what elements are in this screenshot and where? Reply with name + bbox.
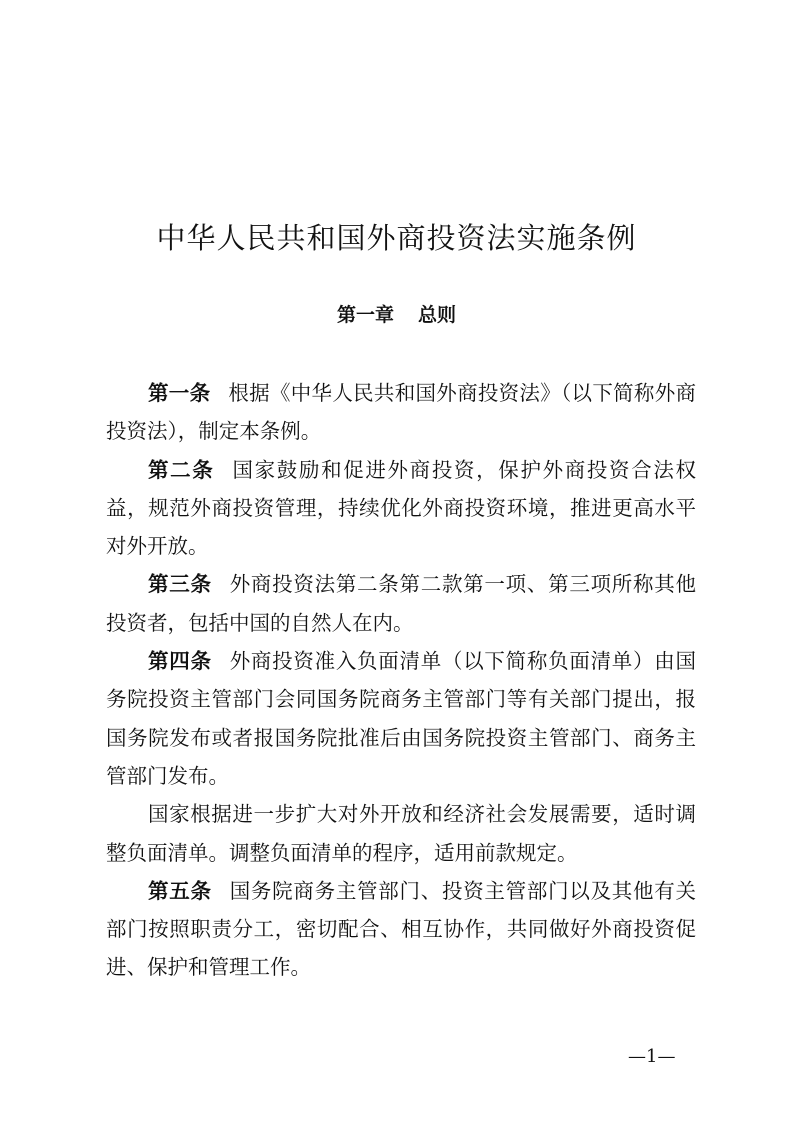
article-label: 第二条 [148, 457, 215, 482]
article-paragraph [106, 795, 696, 872]
article-paragraph [106, 565, 696, 642]
article-paragraph [106, 642, 696, 795]
article-text: 外商投资准入负面清单（以下简称负面清单）由国务院投资主管部门会同国务院商务主管部门等有关部门提出，报国务院发布或者报国务院批准后由国务院投资主管部门、商务主管部门发布。 [106, 649, 696, 788]
document-title: 中华人民共和国外商投资法实施条例 [156, 221, 637, 255]
chapter-number: 第一章 [336, 304, 394, 326]
chapter-name: 总则 [418, 304, 457, 326]
article-text: 国家根据进一步扩大对外开放和经济社会发展需要，适时调整负面清单。调整负面清单的程序，适用前款规定。 [106, 802, 696, 865]
article-text: 外商投资法第二条第二款第一项、第三项所称其他投资者，包括中国的自然人在内。 [106, 572, 696, 635]
article-text: 国务院商务主管部门、投资主管部门以及其他有关部门按照职责分工，密切配合、相互协作，共同做好外商投资促进、保护和管理工作。 [106, 878, 696, 980]
article-paragraph [106, 872, 696, 987]
article-label: 第一条 [148, 381, 211, 405]
article-text: 根据《中华人民共和国外商投资法》（以下简称外商投资法），制定本条例。 [106, 381, 697, 444]
chapter-heading [0, 300, 793, 327]
article-text: 国家鼓励和促进外商投资，保护外商投资合法权益，规范外商投资管理，持续优化外商投资环境，推进更高水平对外开放。 [106, 457, 697, 559]
article-label: 第四条 [148, 649, 212, 674]
page-number: —1— [628, 1046, 676, 1067]
article-paragraph [106, 451, 696, 566]
article-label: 第三条 [148, 572, 212, 597]
article-paragraph [106, 374, 696, 451]
document-body [106, 374, 696, 987]
article-label: 第五条 [148, 878, 212, 903]
